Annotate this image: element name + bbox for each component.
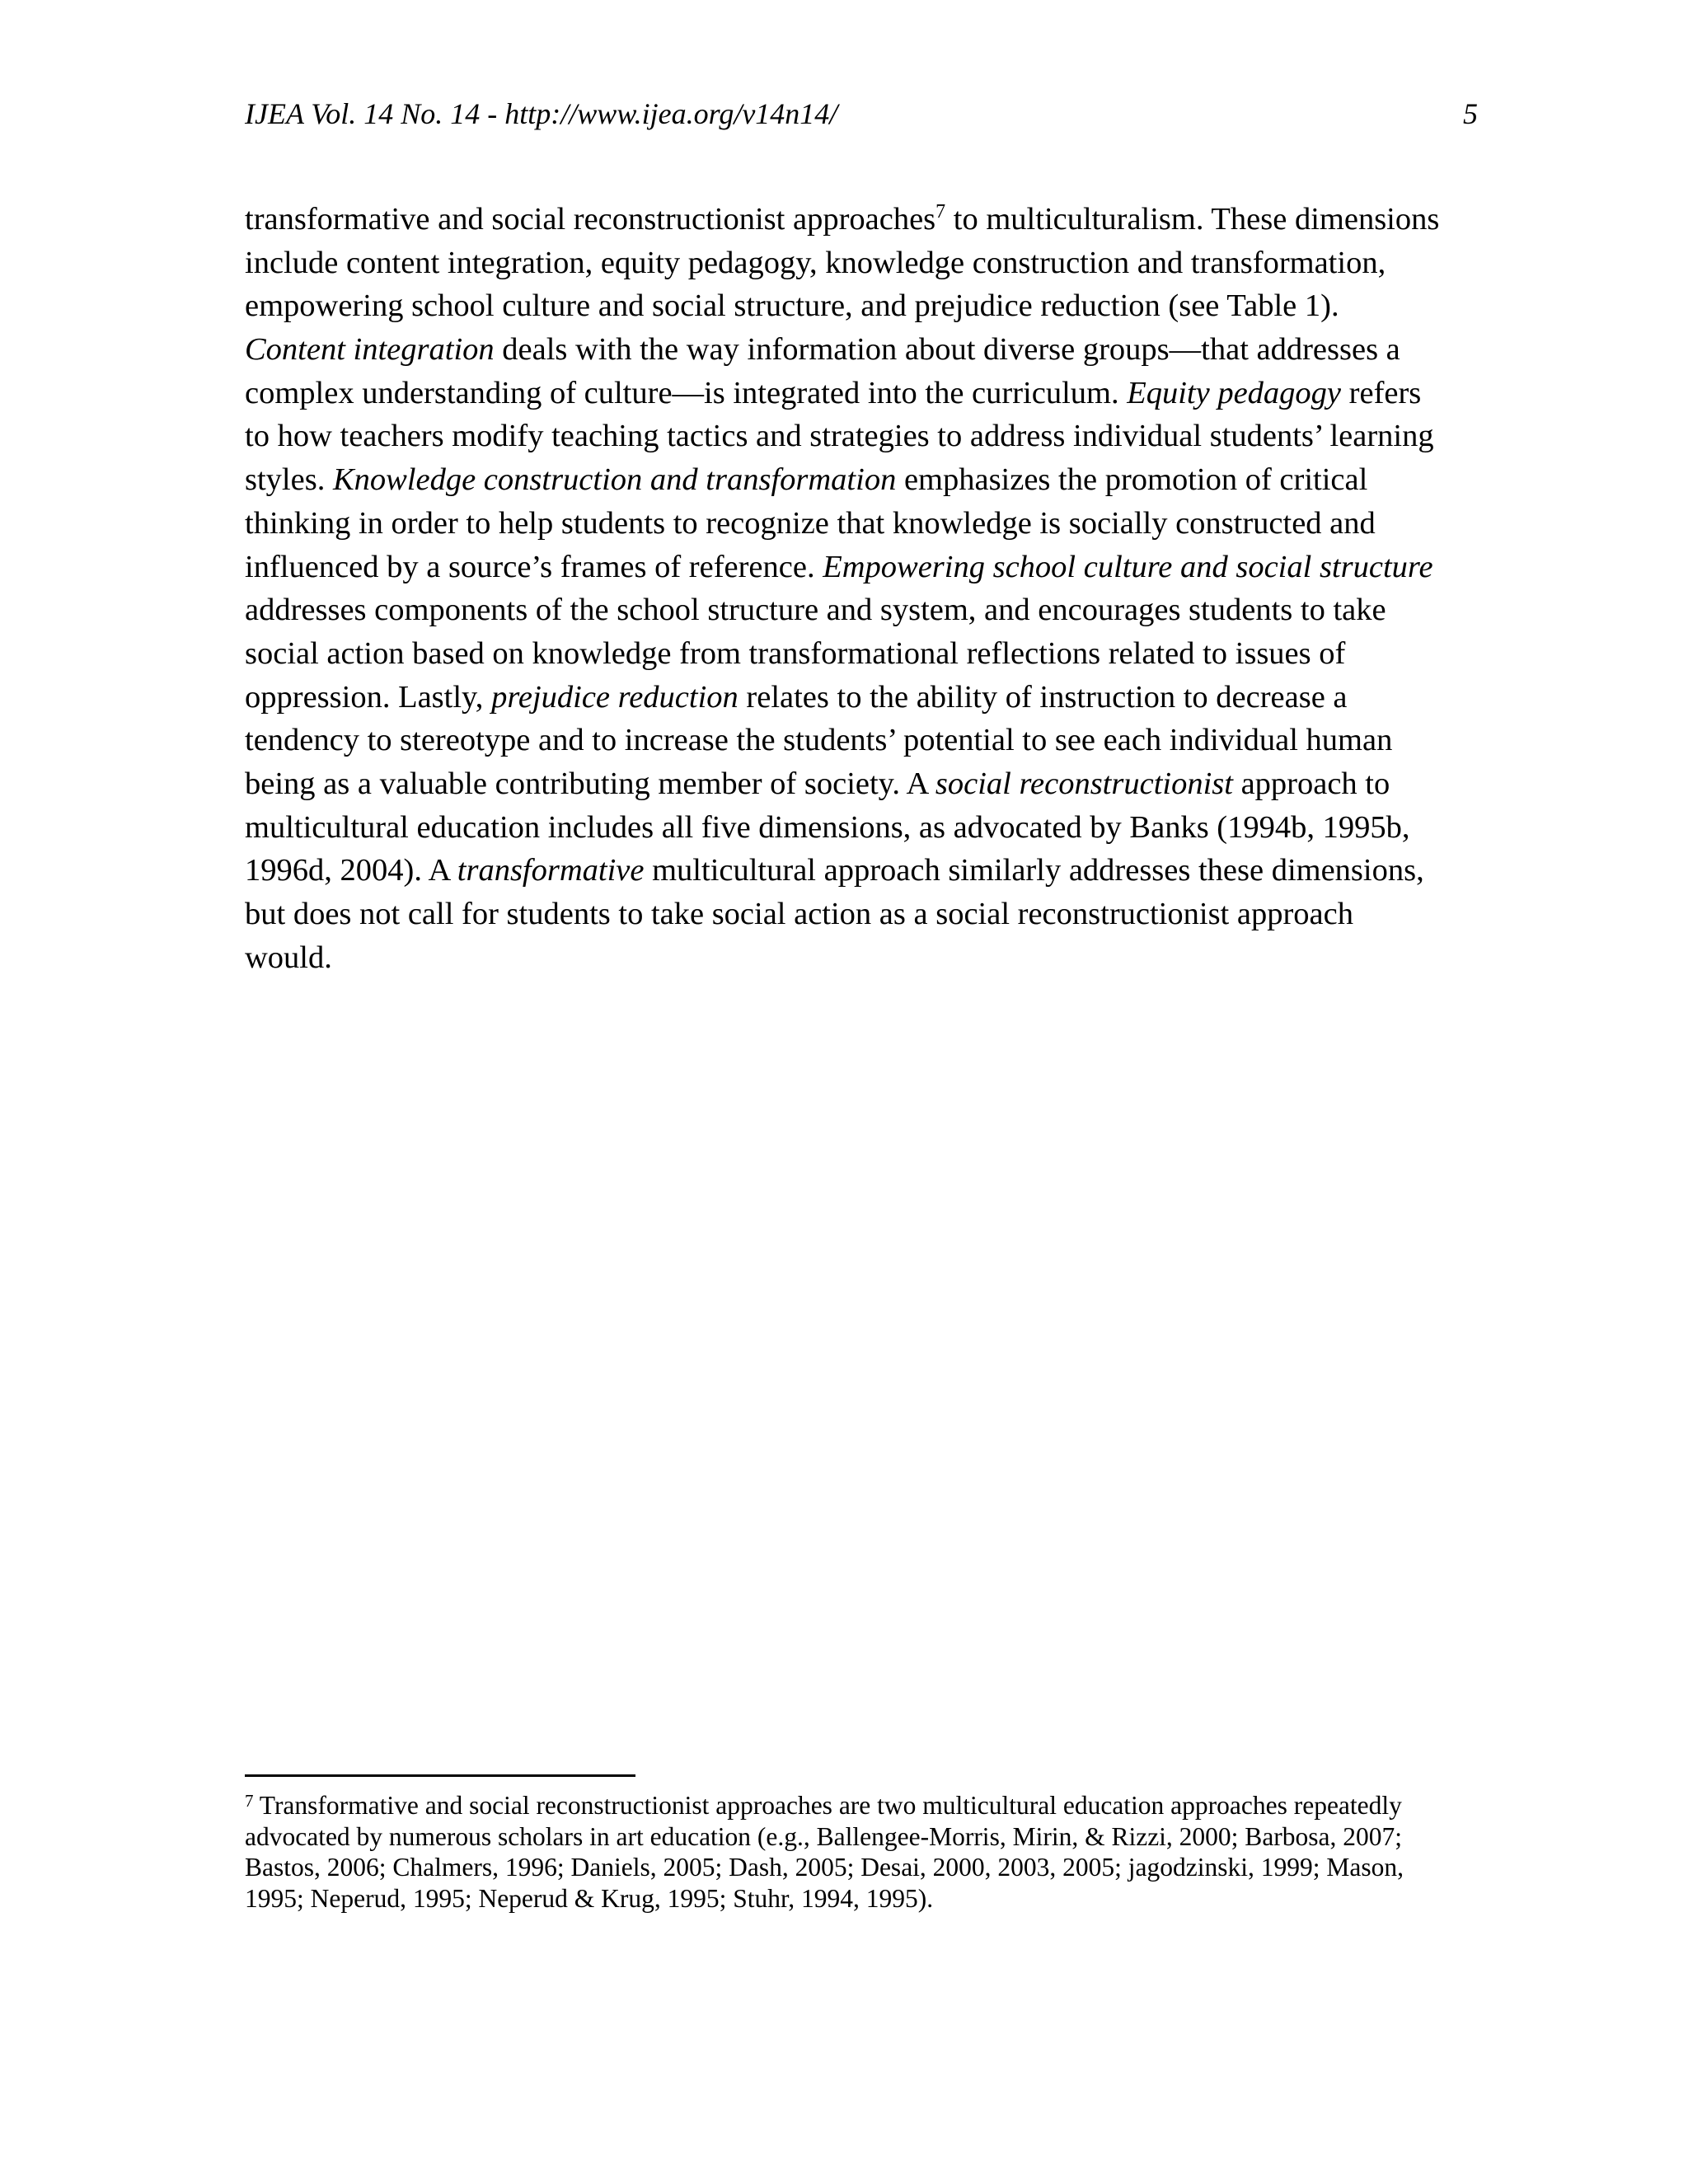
text-line: multicultural education includes all five dimensions, as advocated by Banks (1994b, 1995b,	[245, 809, 1410, 845]
term-social-reconstructionist: social reconstructionist	[935, 766, 1233, 801]
footnote-divider	[245, 1774, 635, 1777]
text-line: empowering school culture and social structure, and prejudice reduction (see Table 1).	[245, 288, 1339, 324]
term-empowering-school-culture: Empowering school culture and social structure	[823, 549, 1433, 584]
text-line: complex understanding of culture—is integrated into the curriculum. Equity pedagogy refers	[245, 375, 1422, 410]
footnote-line: advocated by numerous scholars in art education (e.g., Ballengee-Morris, Mirin, & Rizzi, 2000; Barbosa, 2007;	[245, 1821, 1403, 1851]
running-header	[245, 92, 1478, 142]
footnote-reference[interactable]: 7	[935, 201, 946, 223]
text-line: to how teachers modify teaching tactics and strategies to address individual students’ learning	[245, 419, 1434, 454]
footnote-line: $^7$ Transformative and social reconstructionist approaches are two multicultural education approaches repeatedly	[245, 1791, 1402, 1820]
footnote	[245, 1790, 1489, 1914]
body-paragraph	[245, 198, 1481, 979]
term-prejudice-reduction: prejudice reduction	[491, 679, 738, 715]
term-knowledge-construction: Knowledge construction and transformation	[332, 462, 897, 498]
text-line: tendency to stereotype and to increase the students’ potential to see each individual human	[245, 723, 1393, 758]
text-line: oppression. Lastly, prejudice reduction relates to the ability of instruction to decrease a	[245, 679, 1348, 715]
footnote-marker: 7	[245, 1791, 254, 1811]
text-line: addresses components of the school structure and system, and encourages students to take	[245, 593, 1386, 628]
running-head: IJEA Vol. 14 No. 14 - http://www.ijea.org/v14n14/	[245, 97, 838, 130]
text-line: Content integration deals with the way information about diverse groups—that addresses a	[245, 332, 1400, 368]
term-transformative: transformative	[457, 853, 645, 888]
text-line: being as a valuable contributing member of society. A social reconstructionist approach to	[245, 766, 1390, 801]
page-number: 5	[1463, 97, 1478, 130]
text-line: styles. Knowledge construction and transformation emphasizes the promotion of critical	[245, 462, 1368, 498]
term-equity-pedagogy: Equity pedagogy	[1127, 375, 1342, 410]
text-line: thinking in order to help students to recognize that knowledge is socially constructed and	[245, 505, 1376, 541]
text-line: transformative and social reconstructionist approaches$^7$ to multiculturalism. These dimensions	[245, 201, 1440, 237]
text-line: social action based on knowledge from transformational reflections related to issues of	[245, 635, 1346, 671]
footnote-line: 1995; Neperud, 1995; Neperud & Krug, 1995; Stuhr, 1994, 1995).	[245, 1883, 934, 1913]
text-line: but does not call for students to take social action as a social reconstructionist approach	[245, 897, 1353, 931]
text-line: 1996d, 2004). A transformative multicultural approach similarly addresses these dimensions,	[245, 853, 1424, 888]
footnote-line: Bastos, 2006; Chalmers, 1996; Daniels, 2005; Dash, 2005; Desai, 2000, 2003, 2005; jagodzinski, 1999; Mason,	[245, 1853, 1404, 1882]
text-line: include content integration, equity pedagogy, knowledge construction and transformation,	[245, 245, 1386, 280]
text-line: would.	[245, 940, 332, 975]
term-content-integration: Content integration	[245, 332, 495, 368]
text-line: influenced by a source’s frames of reference. Empowering school culture and social structure	[245, 549, 1433, 584]
